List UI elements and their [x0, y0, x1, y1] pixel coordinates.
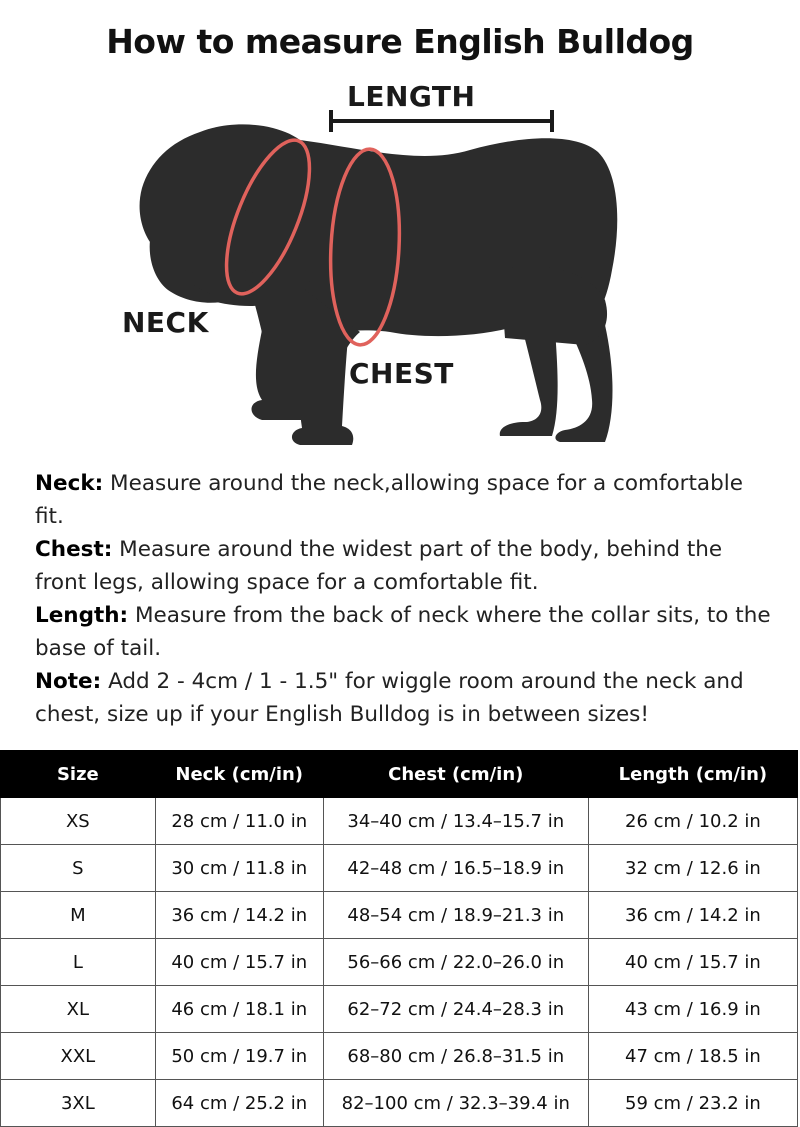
instruction-chest: Chest: Measure around the widest part of the body, behind the front legs, allowing space for a comfortable fit. [35, 537, 723, 595]
instruction-neck: Neck: Measure around the neck,allowing space for a comfortable fit. [35, 471, 743, 529]
cell-length: 26 cm / 10.2 in [588, 798, 797, 845]
cell-neck: 28 cm / 11.0 in [155, 798, 323, 845]
cell-length: 59 cm / 23.2 in [588, 1080, 797, 1127]
cell-length: 47 cm / 18.5 in [588, 1033, 797, 1080]
cell-size: XXL [1, 1033, 156, 1080]
neck-label: NECK [122, 306, 209, 339]
length-label: LENGTH [347, 80, 476, 113]
instruction-note: Note: Add 2 - 4cm / 1 - 1.5" for wiggle room around the neck and chest, size up if your English Bulldog is in between sizes! [35, 669, 744, 727]
cell-length: 32 cm / 12.6 in [588, 845, 797, 892]
cell-chest: 34–40 cm / 13.4–15.7 in [323, 798, 588, 845]
cell-size: L [1, 939, 156, 986]
table-row [1, 1033, 798, 1080]
table-row [1, 1080, 798, 1127]
cell-size: M [1, 892, 156, 939]
length-measure-bar [331, 110, 552, 132]
cell-chest: 62–72 cm / 24.4–28.3 in [323, 986, 588, 1033]
table-row [1, 939, 798, 986]
header-neck: Neck (cm/in) [155, 751, 323, 798]
cell-neck: 30 cm / 11.8 in [155, 845, 323, 892]
cell-chest: 68–80 cm / 26.8–31.5 in [323, 1033, 588, 1080]
cell-neck: 46 cm / 18.1 in [155, 986, 323, 1033]
cell-size: XS [1, 798, 156, 845]
cell-length: 40 cm / 15.7 in [588, 939, 797, 986]
cell-size: XL [1, 986, 156, 1033]
header-chest: Chest (cm/in) [323, 751, 588, 798]
bulldog-illustration [0, 70, 800, 460]
header-length: Length (cm/in) [588, 751, 797, 798]
instruction-length: Length: Measure from the back of neck where the collar sits, to the base of tail. [35, 603, 771, 661]
table-row [1, 845, 798, 892]
cell-chest: 56–66 cm / 22.0–26.0 in [323, 939, 588, 986]
size-chart-table [0, 750, 798, 1127]
cell-chest: 82–100 cm / 32.3–39.4 in [323, 1080, 588, 1127]
table-row [1, 892, 798, 939]
chest-label: CHEST [349, 357, 454, 390]
cell-chest: 42–48 cm / 16.5–18.9 in [323, 845, 588, 892]
table-header-row [1, 751, 798, 798]
measurement-diagram [0, 70, 800, 460]
cell-neck: 40 cm / 15.7 in [155, 939, 323, 986]
cell-chest: 48–54 cm / 18.9–21.3 in [323, 892, 588, 939]
measurement-instructions [35, 467, 775, 731]
cell-length: 36 cm / 14.2 in [588, 892, 797, 939]
bulldog-silhouette [140, 124, 618, 445]
table-row [1, 798, 798, 845]
cell-size: S [1, 845, 156, 892]
cell-neck: 36 cm / 14.2 in [155, 892, 323, 939]
cell-size: 3XL [1, 1080, 156, 1127]
header-size: Size [1, 751, 156, 798]
table-row [1, 986, 798, 1033]
cell-neck: 50 cm / 19.7 in [155, 1033, 323, 1080]
cell-length: 43 cm / 16.9 in [588, 986, 797, 1033]
cell-neck: 64 cm / 25.2 in [155, 1080, 323, 1127]
page-title: How to measure English Bulldog [106, 22, 694, 61]
